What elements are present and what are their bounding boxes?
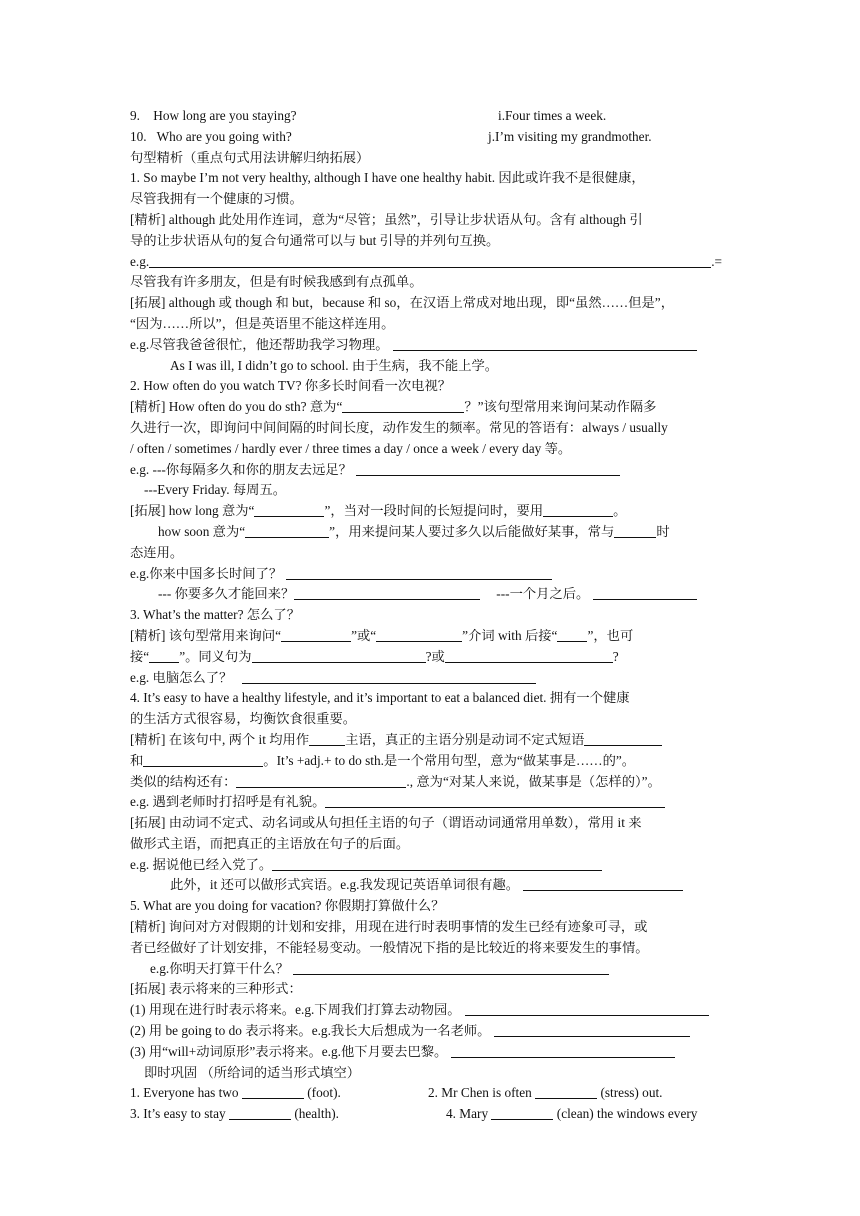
example-line [130, 792, 732, 813]
exercise-item-4 [446, 1104, 697, 1125]
sentence-4-translation: 的生活方式很容易，均衡饮食很重要。 [130, 711, 357, 727]
analysis-text: ?或 [425, 648, 445, 664]
analysis-text: [精析] although 此处用作连词，意为“尽管；虽然”，引导让步状语从句。含有 although 引 [130, 211, 643, 227]
match-question: 9. How long are you staying? [130, 108, 297, 123]
exercise-item-2 [428, 1083, 662, 1104]
example-line [130, 460, 732, 481]
answer-blank[interactable] [294, 585, 480, 600]
match-item-9 [130, 106, 732, 127]
sentence-4-title: 4. It’s easy to have a healthy lifestyle, and it’s important to eat a balanced diet. 拥有一个健康 [130, 690, 630, 706]
match-answer: i.Four times a week. [498, 108, 607, 123]
example-text: ---Every Friday. 每周五。 [144, 482, 287, 498]
extension-text: ”，当对一段时间的长短提问时，要用 [324, 503, 544, 519]
example-line [130, 252, 732, 273]
analysis-line [130, 647, 732, 668]
worksheet-page [130, 106, 732, 1125]
exercise-heading: 即时巩固 （所给词的适当形式填空） [144, 1064, 361, 1080]
answer-blank[interactable] [149, 648, 179, 663]
exercise-text: (health). [294, 1106, 339, 1122]
analysis-text: ”或“ [351, 627, 377, 643]
analysis-line [130, 772, 732, 793]
exercise-text: 2. Mr Chen is often [428, 1085, 532, 1101]
example-text: e.g.尽管我爸爸很忙，他还帮助我学习物理。 [130, 336, 389, 352]
analysis-line [130, 397, 732, 418]
extension-text: 态连用。 [130, 544, 184, 560]
sentence-3-title: 3. What’s the matter? 怎么了？ [130, 607, 300, 623]
sentence-1-translation: 尽管我拥有一个健康的习惯。 [130, 191, 303, 207]
analysis-text: [精析] 在该句中, 两个 it 均用作 [130, 731, 310, 747]
analysis-text: ”介词 with 后接“ [462, 627, 558, 643]
section-heading: 句型精析（重点句式用法讲解归纳拓展） [130, 149, 370, 165]
extension-text: [拓展] 表示将来的三种形式： [130, 981, 302, 997]
example-text: e.g. 电脑怎么了？ [130, 669, 233, 685]
analysis-text: [精析] How often do you do sth? 意为“ [130, 399, 343, 415]
match-question: 10. Who are you going with? [130, 128, 292, 144]
example-text: e.g.你来中国多长时间了？ [130, 565, 283, 581]
extension-text: [拓展] how long 意为“ [130, 503, 255, 519]
example-suffix: .= [711, 253, 723, 269]
analysis-text: 类似的结构还有： [130, 773, 237, 789]
example-text: --- 你要多久才能回来？ [158, 586, 295, 602]
analysis-line [130, 751, 732, 772]
extension-text: how soon 意为“ [158, 523, 246, 539]
answer-blank[interactable] [445, 648, 613, 663]
example-line [130, 959, 732, 980]
answer-blank[interactable] [143, 752, 263, 767]
example-text: 此外，it 还可以做形式宾语。e.g.我发现记英语单词很有趣。 [170, 877, 520, 893]
exercise-item-1 [130, 1085, 341, 1100]
extension-line [130, 501, 732, 522]
answer-blank[interactable] [491, 1105, 553, 1120]
answer-blank[interactable] [494, 1022, 690, 1037]
analysis-line [130, 730, 732, 751]
extension-text: 。 [613, 503, 627, 519]
example-line [130, 855, 732, 876]
answer-blank[interactable] [557, 627, 587, 642]
analysis-text: 久进行一次，即询问中间间隔的时间长度，动作发生的频率。常见的答语有：always / usually [130, 419, 668, 435]
example-text: As I was ill, I didn’t go to school. 由于生病，我不能上学。 [170, 357, 499, 373]
answer-blank[interactable] [245, 523, 329, 538]
answer-blank[interactable] [376, 627, 462, 642]
answer-blank[interactable] [325, 793, 665, 808]
example-line [130, 668, 732, 689]
sentence-2-title: 2. How often do you watch TV? 你多长时间看一次电视？ [130, 378, 452, 394]
answer-blank[interactable] [614, 523, 656, 538]
answer-blank[interactable] [451, 1043, 675, 1058]
exercise-text: 4. Mary [446, 1106, 489, 1122]
extension-line [130, 1000, 732, 1021]
sentence-1-title: 1. So maybe I’m not very healthy, although I have one healthy habit. 因此或许我不是很健康， [130, 170, 645, 186]
example-text: e.g. 据说他已经入党了。 [130, 856, 273, 872]
analysis-text: 接“ [130, 648, 150, 664]
example-text: e.g. 遇到老师时打招呼是有礼貌。 [130, 794, 326, 810]
extension-text: [拓展] although 或 though 和 but，because 和 so，在汉语上常成对地出现，即“虽然……但是”， [130, 295, 675, 311]
analysis-text: / often / sometimes / hardly ever / three times a day / once a week / every day 等。 [130, 440, 572, 456]
analysis-text: ？”该句型常用来询问某动作隔多 [464, 399, 657, 415]
example-line [130, 584, 732, 605]
analysis-text: [精析] 该句型常用来询问“ [130, 627, 282, 643]
answer-blank[interactable] [293, 960, 609, 975]
analysis-text: [精析] 询问对方对假期的计划和安排，用现在进行时表明事情的发生已经有迹象可寻，或 [130, 919, 648, 935]
exercise-text: (stress) out. [600, 1085, 663, 1101]
answer-blank[interactable] [593, 585, 697, 600]
answer-blank[interactable] [272, 856, 602, 871]
answer-blank[interactable] [254, 502, 324, 517]
example-line [130, 335, 732, 356]
answer-blank[interactable] [393, 336, 697, 351]
extension-text: (2) 用 be going to do 表示将来。e.g.我长大后想成为一名老师。 [130, 1023, 491, 1039]
answer-blank[interactable] [523, 876, 683, 891]
exercise-row [130, 1083, 732, 1104]
example-line [130, 875, 732, 896]
answer-blank[interactable] [465, 1001, 709, 1016]
answer-blank[interactable] [584, 731, 662, 746]
example-text: ---一个月之后。 [496, 586, 590, 602]
match-answer: j.I’m visiting my grandmother. [488, 128, 652, 144]
extension-text: 做形式主语，而把真正的主语放在句子的后面。 [130, 835, 410, 851]
exercise-text: 3. It’s easy to stay [130, 1106, 226, 1122]
analysis-text: 者已经做好了计划安排，不能轻易变动。一般情况下指的是比较近的将来要发生的事情。 [130, 939, 649, 955]
answer-blank[interactable] [342, 398, 464, 413]
exercise-text: (foot). [307, 1085, 341, 1101]
answer-blank[interactable] [535, 1084, 597, 1099]
answer-blank[interactable] [236, 773, 406, 788]
extension-text: “因为……所以”，但是英语里不能这样连用。 [130, 315, 395, 331]
analysis-text: 主语，真正的主语分别是动词不定式短语 [345, 731, 585, 747]
extension-line [130, 1021, 732, 1042]
analysis-line [130, 626, 732, 647]
analysis-text: 和 [130, 752, 144, 768]
example-text: e.g. ---你每隔多久和你的朋友去远足？ [130, 461, 352, 477]
sentence-5-title: 5. What are you doing for vacation? 你假期打算做什么？ [130, 898, 445, 914]
extension-text: (3) 用“will+动词原形”表示将来。e.g.他下月要去巴黎。 [130, 1043, 448, 1059]
extension-text: (1) 用现在进行时表示将来。e.g.下周我们打算去动物园。 [130, 1002, 461, 1018]
answer-blank[interactable] [149, 253, 711, 268]
analysis-text: ”，也可 [587, 627, 634, 643]
match-item-10 [130, 127, 732, 148]
extension-text: [拓展] 由动词不定式、动名词或从句担任主语的句子（谓语动词通常用单数），常用 it 来 [130, 815, 642, 831]
extension-text: 时 [656, 523, 670, 539]
answer-blank[interactable] [252, 648, 426, 663]
exercise-row [130, 1104, 732, 1125]
analysis-text: ., 意为“对某人来说，做某事是（怎样的）”。 [406, 773, 661, 789]
answer-blank[interactable] [309, 731, 345, 746]
extension-text: ”，用来提问某人要过多久以后能做好某事，常与 [329, 523, 615, 539]
exercise-item-3 [130, 1106, 339, 1121]
answer-blank[interactable] [242, 669, 536, 684]
example-label: e.g. [130, 253, 150, 269]
answer-blank[interactable] [286, 565, 552, 580]
analysis-text: ”。同义句为 [179, 648, 252, 664]
answer-blank[interactable] [543, 502, 613, 517]
answer-blank[interactable] [242, 1084, 304, 1099]
example-line [130, 564, 732, 585]
extension-line [130, 1042, 732, 1063]
exercise-text: 1. Everyone has two [130, 1085, 239, 1101]
analysis-text: 。It’s +adj.+ to do sth.是一个常用句型，意为“做某事是……的”。 [263, 752, 636, 768]
example-text: e.g.你明天打算干什么？ [150, 960, 289, 976]
answer-blank[interactable] [229, 1105, 291, 1120]
example-text: 尽管我有许多朋友，但是有时候我感到有点孤单。 [130, 274, 423, 290]
answer-blank[interactable] [356, 461, 620, 476]
extension-line [130, 522, 732, 543]
answer-blank[interactable] [281, 627, 351, 642]
analysis-text: ? [612, 648, 619, 664]
analysis-text: 导的让步状语从句的复合句通常可以与 but 引导的并列句互换。 [130, 232, 500, 248]
exercise-text: (clean) the windows every [556, 1106, 698, 1122]
